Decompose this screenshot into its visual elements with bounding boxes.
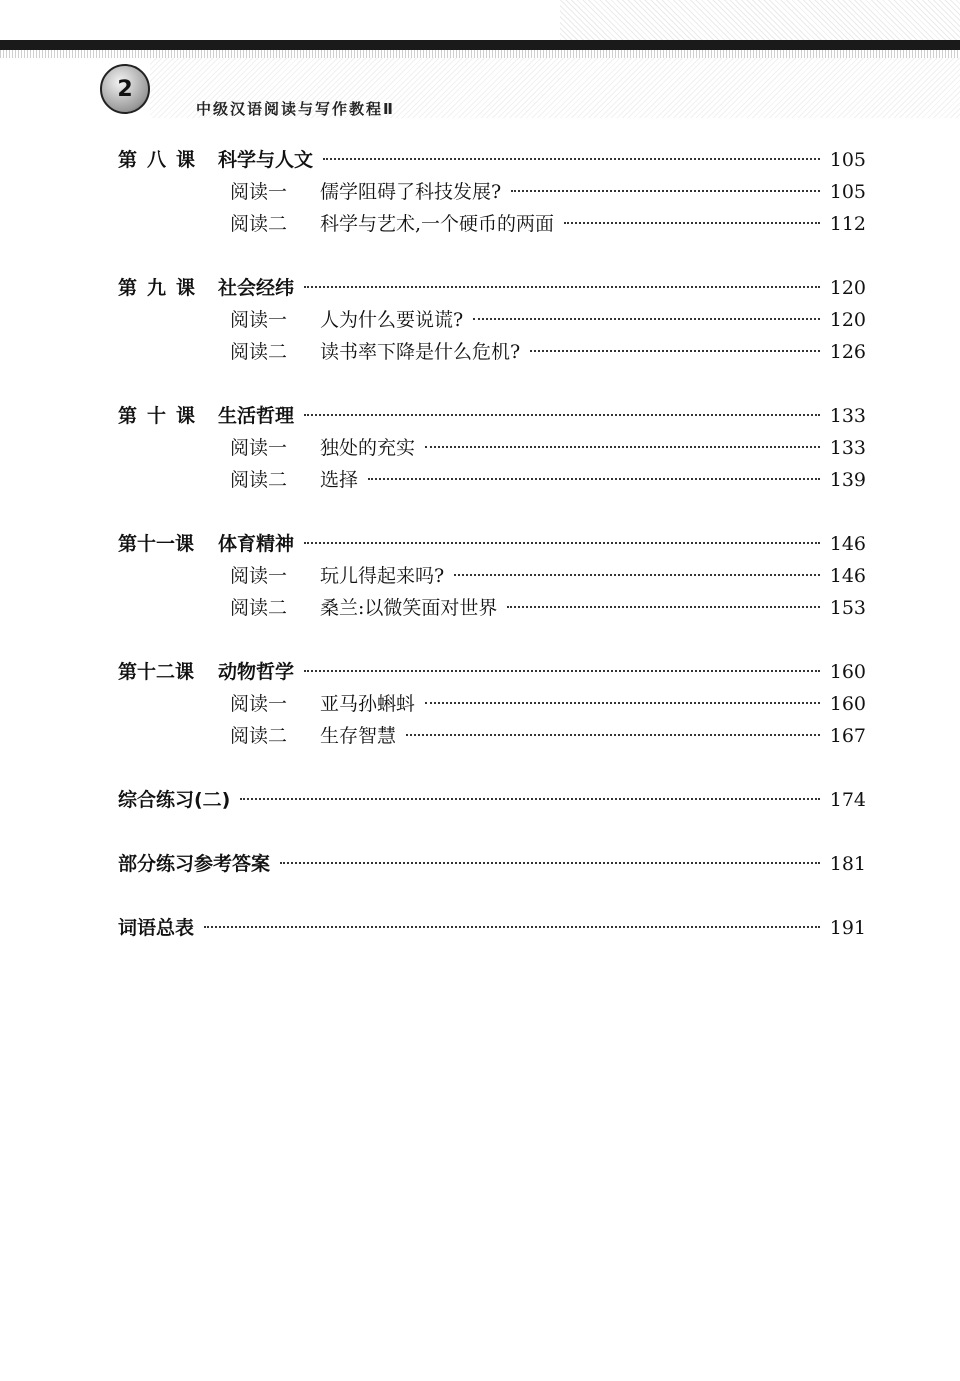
dot-leader (304, 414, 820, 416)
reading-title: 玩儿得起来吗? (320, 565, 445, 587)
toc-reading-row[interactable] (118, 464, 866, 496)
toc-reading-row[interactable] (118, 208, 866, 240)
lesson-title: 体育精神 (218, 533, 295, 555)
dot-leader (204, 926, 820, 928)
page-ref: 146 (829, 533, 866, 555)
page-ref: 160 (829, 693, 866, 715)
dot-leader (304, 286, 820, 288)
page-ref: 174 (829, 789, 866, 811)
toc-lesson-row[interactable] (118, 144, 866, 176)
reading-title: 儒学阻碍了科技发展? (320, 181, 502, 203)
toc-extra-row[interactable] (118, 848, 866, 880)
page-ref: 120 (829, 277, 866, 299)
reading-label: 阅读二 (230, 341, 288, 363)
toc-lesson-row[interactable] (118, 528, 866, 560)
reading-label: 阅读一 (230, 565, 288, 587)
dot-leader (280, 862, 820, 864)
lesson-title: 科学与人文 (218, 149, 314, 171)
reading-label: 阅读一 (230, 693, 288, 715)
lesson-number: 第十二课 (118, 661, 195, 683)
reading-label: 阅读一 (230, 437, 288, 459)
toc-reading-row[interactable] (118, 304, 866, 336)
reading-label: 阅读二 (230, 213, 288, 235)
toc-reading-row[interactable] (118, 592, 866, 624)
dot-leader (454, 574, 820, 576)
toc-extra-row[interactable] (118, 784, 866, 816)
page-ref: 105 (829, 149, 866, 171)
dot-leader (425, 446, 820, 448)
dot-leader (406, 734, 820, 736)
dot-leader (530, 350, 820, 352)
header-stripe (0, 50, 960, 58)
reading-title: 读书率下降是什么危机? (320, 341, 521, 363)
reading-title: 桑兰:以微笑面对世界 (320, 597, 498, 619)
reading-label: 阅读二 (230, 597, 288, 619)
toc-reading-row[interactable] (118, 432, 866, 464)
lesson-number: 第九课 (118, 277, 206, 299)
reading-title: 科学与艺术,一个硬币的两面 (320, 213, 555, 235)
header-texture (560, 0, 960, 40)
lesson-number: 第八课 (118, 149, 206, 171)
toc-extra-row[interactable] (118, 912, 866, 944)
toc-reading-row[interactable] (118, 688, 866, 720)
toc-reading-row[interactable] (118, 176, 866, 208)
dot-leader (507, 606, 819, 608)
page-ref: 167 (829, 725, 866, 747)
page-ref: 153 (829, 597, 866, 619)
reading-label: 阅读一 (230, 309, 288, 331)
reading-label: 阅读一 (230, 181, 288, 203)
header-band (0, 40, 960, 50)
reading-title: 生存智慧 (320, 725, 397, 747)
reading-label: 阅读二 (230, 469, 288, 491)
page-ref: 133 (829, 405, 866, 427)
toc-reading-row[interactable] (118, 560, 866, 592)
page-ref: 112 (829, 213, 866, 235)
dot-leader (304, 670, 820, 672)
page-number-badge: 2 (100, 64, 150, 114)
extra-title: 综合练习(二) (118, 789, 231, 811)
page-ref: 133 (829, 437, 866, 459)
lesson-number: 第十一课 (118, 533, 195, 555)
lesson-title: 生活哲理 (218, 405, 295, 427)
page-ref: 181 (829, 853, 866, 875)
reading-label: 阅读二 (230, 725, 288, 747)
page-ref: 139 (829, 469, 866, 491)
lesson-title: 社会经纬 (218, 277, 295, 299)
reading-title: 独处的充实 (320, 437, 416, 459)
reading-title: 选择 (320, 469, 359, 491)
dot-leader (511, 190, 820, 192)
lesson-title: 动物哲学 (218, 661, 295, 683)
toc-lesson-row[interactable] (118, 272, 866, 304)
dot-leader (473, 318, 820, 320)
page-ref: 105 (829, 181, 866, 203)
page-ref: 120 (829, 309, 866, 331)
page-header (0, 0, 960, 120)
dot-leader (564, 222, 820, 224)
dot-leader (368, 478, 820, 480)
dot-leader (304, 542, 820, 544)
extra-title: 词语总表 (118, 917, 195, 939)
toc-lesson-row[interactable] (118, 656, 866, 688)
page-ref: 160 (829, 661, 866, 683)
page-ref: 191 (829, 917, 866, 939)
dot-leader (323, 158, 820, 160)
reading-title: 亚马孙蝌蚪 (320, 693, 416, 715)
lesson-number: 第十课 (118, 405, 206, 427)
toc-reading-row[interactable] (118, 720, 866, 752)
toc-reading-row[interactable] (118, 336, 866, 368)
table-of-contents (118, 144, 866, 944)
book-title: 中级汉语阅读与写作教程Ⅱ (196, 100, 395, 118)
toc-lesson-row[interactable] (118, 400, 866, 432)
extra-title: 部分练习参考答案 (118, 853, 271, 875)
reading-title: 人为什么要说谎? (320, 309, 464, 331)
dot-leader (425, 702, 820, 704)
dot-leader (240, 798, 819, 800)
page-ref: 126 (829, 341, 866, 363)
page-ref: 146 (829, 565, 866, 587)
